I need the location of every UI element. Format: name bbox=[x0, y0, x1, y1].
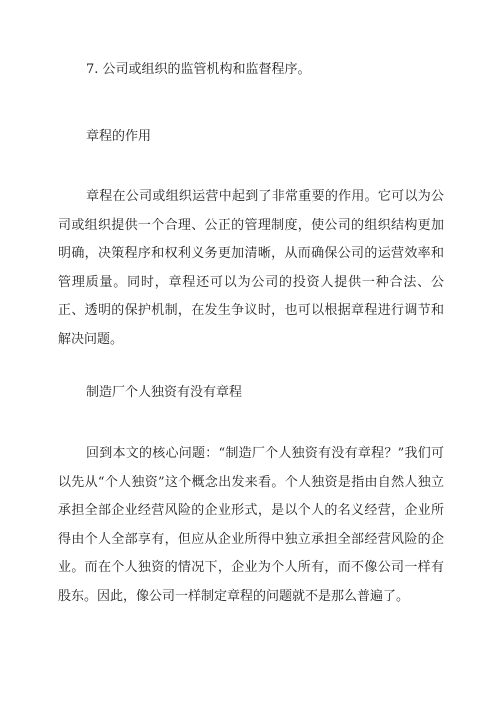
list-item-7: 7. 公司或组织的监管机构和监督程序。 bbox=[86, 62, 311, 77]
paragraph-factory-sole-proprietorship: 回到本文的核心问题：“制造厂个人独资有没有章程？”我们可以先从“个人独资”这个概念出发来看。个人独资是指由自然人独立承担全部企业经营风险的企业形式，是以个人的名义经营，企业所得由个人全部享有，但应从企业所得中独立承担全部经营风险的企业。而在个人独资的情况下，企业为个人所有，而不像公司一样有股东。因此，像公司一样制定章程的问题就不是那么普遍了。 bbox=[58, 446, 444, 604]
section-heading-factory-sole-proprietorship: 制造厂个人独资有没有章程 bbox=[86, 385, 243, 400]
section-heading-role-of-articles: 章程的作用 bbox=[86, 129, 152, 144]
paragraph-role-of-articles: 章程在公司或组织运营中起到了非常重要的作用。它可以为公司或组织提供一个合理、公正的管理制度，使公司的组织结构更加明确，决策程序和权利义务更加清晰，从而确保公司的运营效率和管理质量。同时，章程还可以为公司的投资人提供一种合法、公正、透明的保护机制，在发生争议时，也可以根据章程进行调节和解决问题。 bbox=[58, 189, 444, 347]
